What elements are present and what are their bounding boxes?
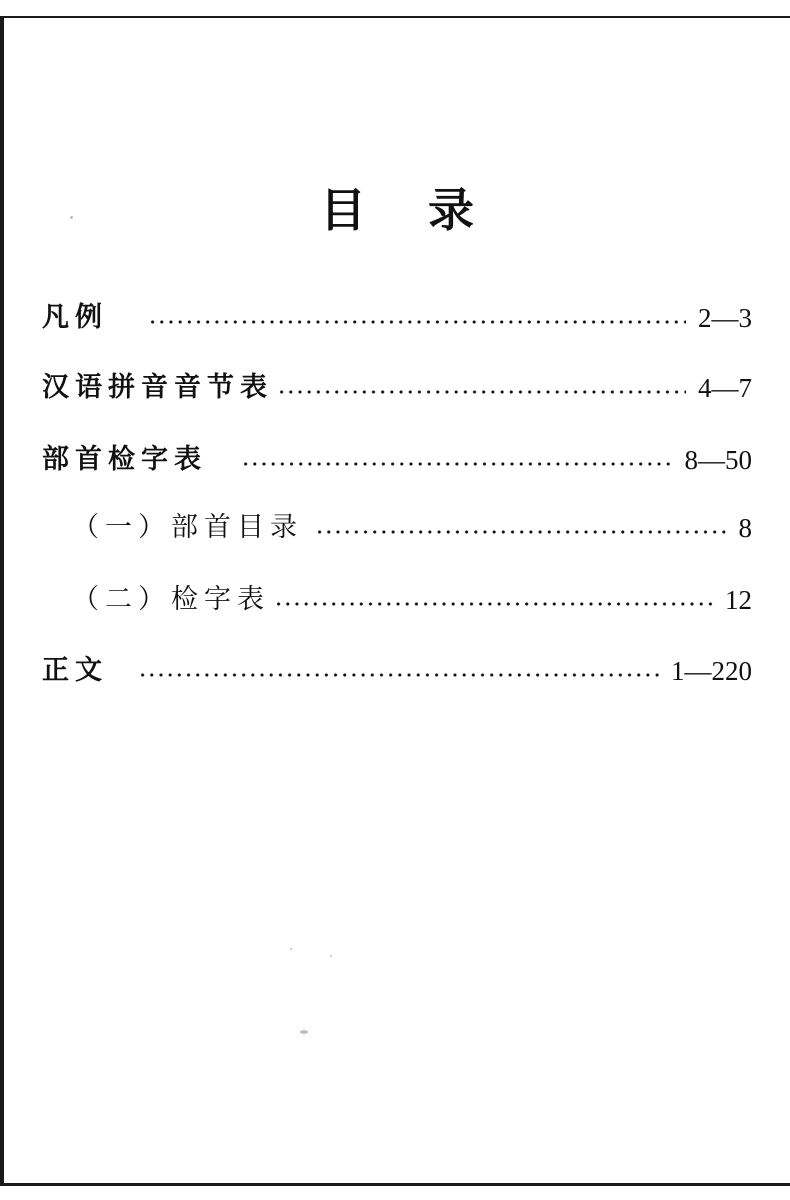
toc-entry-label: （二）检字表 xyxy=(72,584,270,615)
title-char-1: 目 xyxy=(320,183,366,237)
scan-speck xyxy=(300,1030,308,1034)
dot-leader xyxy=(315,529,727,535)
dot-leader xyxy=(138,672,659,678)
toc-entry-radical-list[interactable] xyxy=(72,508,752,548)
scan-speck xyxy=(70,216,73,219)
scan-border-left xyxy=(0,16,4,1186)
toc-entry-page: 8 xyxy=(738,513,752,543)
toc-entry-page: 8—50 xyxy=(684,445,752,475)
toc-entry-pinyin-table[interactable] xyxy=(42,368,752,408)
toc-entry-page: 2—3 xyxy=(698,303,752,333)
toc-entry-character-index[interactable] xyxy=(72,580,752,620)
toc-entry-label: 部首检字表 xyxy=(42,444,207,475)
toc-entry-label: 汉语拼音音节表 xyxy=(42,372,273,403)
scan-speck xyxy=(330,955,332,957)
title-char-2: 录 xyxy=(428,183,474,237)
dot-leader xyxy=(148,319,686,325)
toc-entry-label: 凡例 xyxy=(42,302,108,333)
scan-border-bottom xyxy=(0,1183,790,1186)
toc-entry-page: 4—7 xyxy=(698,373,752,403)
toc-entry-page: 1—220 xyxy=(671,656,752,686)
toc-entry-fanli[interactable] xyxy=(42,298,752,338)
scan-border-top xyxy=(0,16,790,18)
toc-entry-radical-index[interactable] xyxy=(42,440,752,480)
toc-entry-page: 12 xyxy=(725,585,752,615)
toc-entry-label: （一）部首目录 xyxy=(72,512,303,543)
dot-leader xyxy=(274,601,713,607)
scan-speck xyxy=(290,948,292,950)
dot-leader xyxy=(277,389,686,395)
toc-entry-main-text[interactable] xyxy=(42,651,752,691)
toc-entry-label: 正文 xyxy=(42,655,108,686)
dot-leader xyxy=(241,461,673,467)
